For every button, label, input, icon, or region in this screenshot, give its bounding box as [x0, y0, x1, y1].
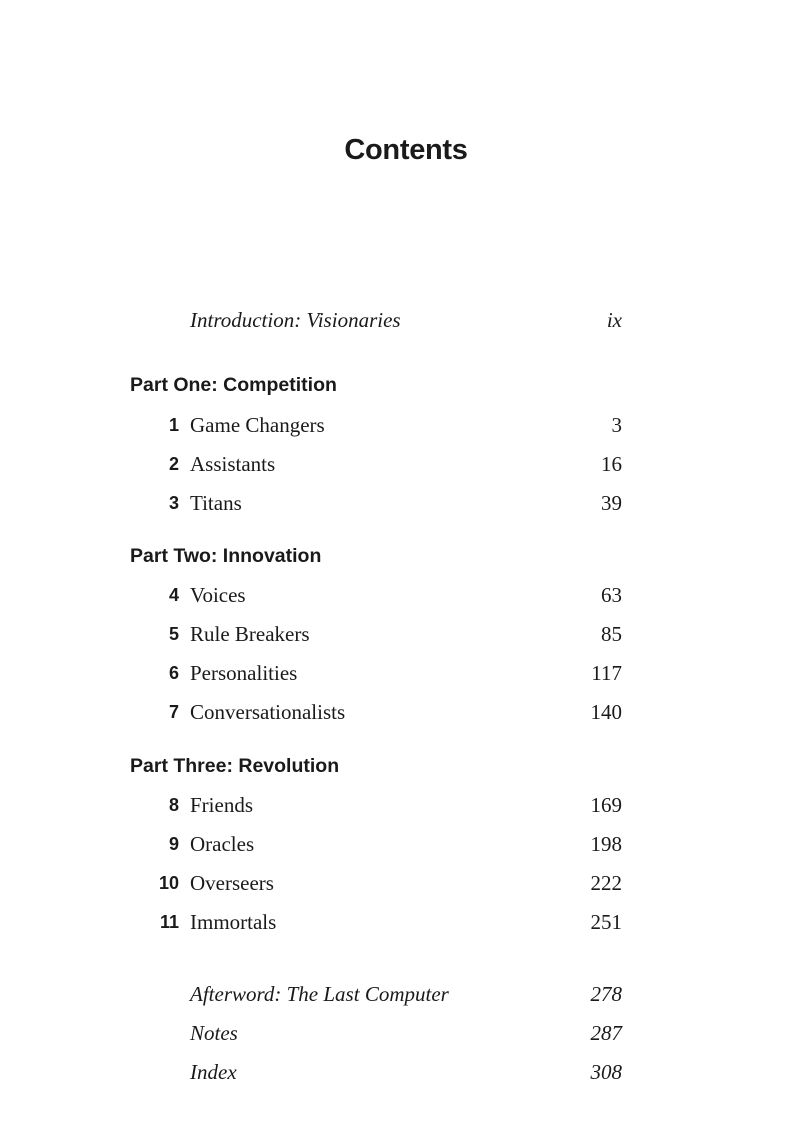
chapter-number: 9	[168, 834, 179, 854]
entry-title: Introduction: Visionaries	[190, 308, 401, 332]
entry-page-number: 278	[590, 982, 622, 1006]
entry-page-number: 16	[601, 452, 622, 476]
entry-page-number: 308	[590, 1060, 622, 1084]
chapter-number: 10	[158, 873, 179, 893]
toc-entry-chapter	[0, 410, 800, 440]
chapter-title: Game Changers	[190, 413, 325, 437]
chapter-title: Personalities	[190, 661, 298, 685]
chapter-number: 5	[168, 624, 179, 644]
part-heading-three: Part Three: Revolution	[130, 755, 340, 777]
chapter-number: 11	[159, 912, 179, 932]
chapter-title: Conversationalists	[190, 700, 346, 724]
entry-title: Afterword: The Last Computer	[190, 982, 449, 1006]
chapter-title: Assistants	[190, 452, 276, 476]
toc-entry-chapter	[0, 697, 800, 727]
chapter-number: 3	[168, 493, 179, 513]
toc-entry-chapter	[0, 907, 800, 937]
chapter-title: Voices	[190, 583, 246, 607]
entry-page-number: 222	[590, 871, 622, 895]
toc-entry-chapter	[0, 488, 800, 518]
entry-page-number: 85	[601, 622, 622, 646]
toc-entry-afterword	[0, 979, 800, 1009]
toc-entry-chapter	[0, 449, 800, 479]
part-heading-two: Part Two: Innovation	[130, 545, 322, 567]
toc-entry-notes	[0, 1018, 800, 1048]
entry-page-number: 169	[590, 793, 622, 817]
entry-page-number: ix	[606, 308, 622, 332]
entry-page-number: 251	[590, 910, 622, 934]
chapter-title: Titans	[190, 491, 242, 515]
toc-entry-chapter	[0, 658, 800, 688]
toc-entry-chapter	[0, 829, 800, 859]
toc-entry-chapter	[0, 868, 800, 898]
page-title: Contents	[344, 134, 468, 166]
chapter-number: 6	[168, 663, 179, 683]
toc-entry-chapter	[0, 619, 800, 649]
entry-title: Notes	[190, 1021, 238, 1045]
entry-page-number: 198	[590, 832, 622, 856]
chapter-number: 1	[168, 415, 179, 435]
toc-entry-chapter	[0, 580, 800, 610]
toc-entry-introduction	[0, 305, 800, 335]
chapter-number: 4	[168, 585, 179, 605]
chapter-title: Rule Breakers	[190, 622, 310, 646]
chapter-title: Immortals	[190, 910, 277, 934]
part-heading-one: Part One: Competition	[130, 374, 337, 396]
chapter-number: 7	[168, 702, 179, 722]
toc-entry-index	[0, 1057, 800, 1087]
entry-title: Index	[190, 1060, 237, 1084]
entry-page-number: 3	[611, 413, 622, 437]
entry-page-number: 63	[601, 583, 622, 607]
chapter-title: Oracles	[190, 832, 255, 856]
toc-entry-chapter	[0, 790, 800, 820]
entry-page-number: 117	[591, 661, 622, 685]
entry-page-number: 39	[601, 491, 622, 515]
chapter-title: Friends	[190, 793, 253, 817]
entry-page-number: 287	[590, 1021, 622, 1045]
entry-page-number: 140	[590, 700, 622, 724]
chapter-number: 8	[168, 795, 179, 815]
chapter-title: Overseers	[190, 871, 274, 895]
chapter-number: 2	[168, 454, 179, 474]
